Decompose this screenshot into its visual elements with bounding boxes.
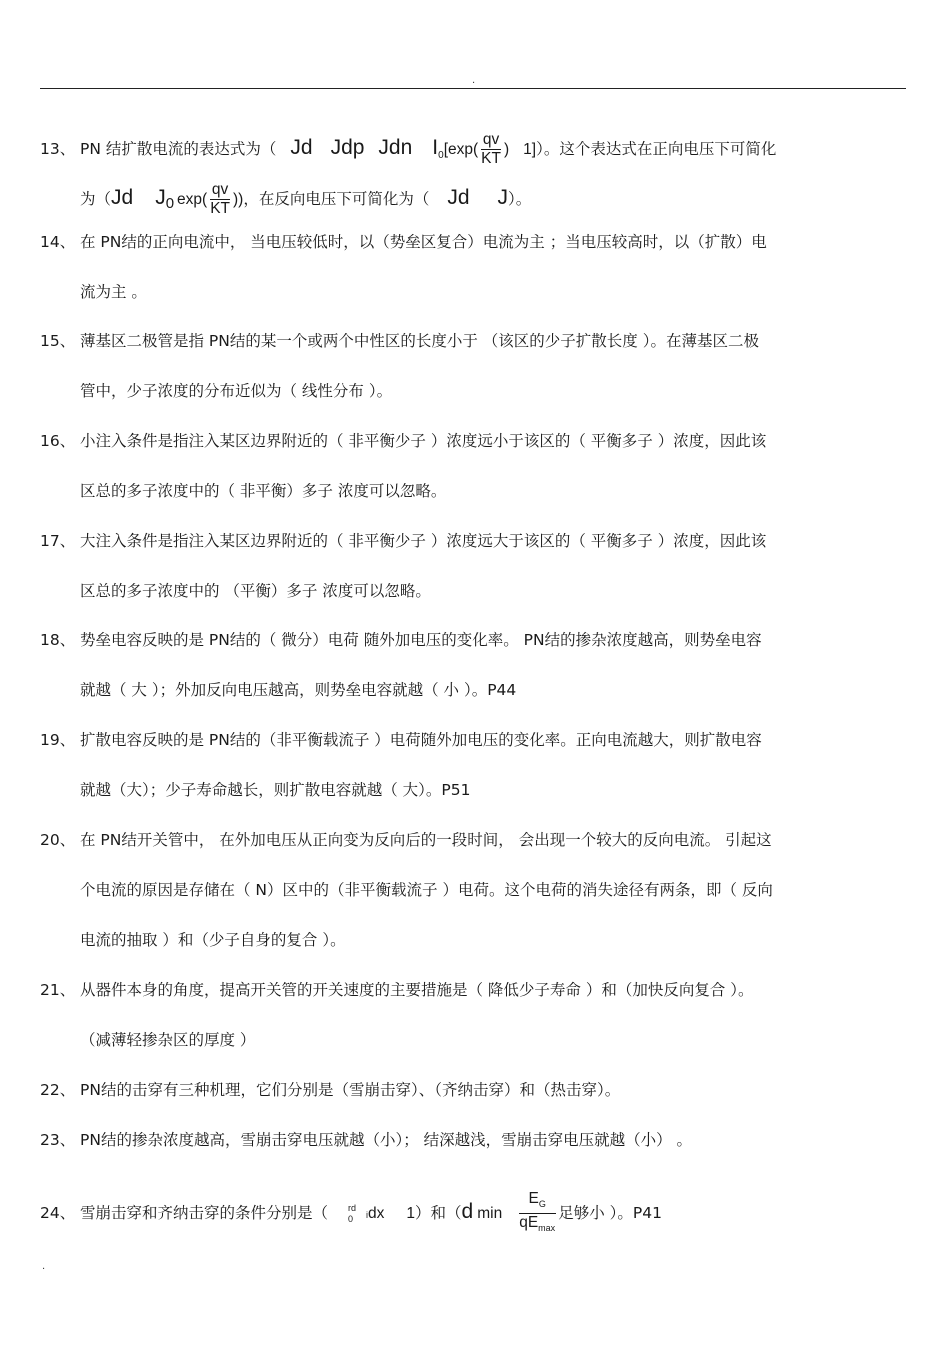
q24-line1 [40,1190,662,1237]
q24-eg: E [528,1190,539,1207]
q13-exp2: exp( [177,191,208,208]
header-dot: . [472,75,476,86]
q13-text-d: ，在反向电压下可简化为（ [243,190,430,208]
q20-number: 20、 [40,831,76,849]
q17-line1 [40,531,766,551]
q17-text-2: 区总的多子浓度中的 （平衡）多子 浓度可以忽略。 [80,582,431,600]
q13-fraction [479,131,503,168]
q13-jdp: Jdp [330,136,365,159]
q13-text-c: 为（ [80,190,112,208]
q13-text-b: ）。这个表达式在正向电压下可简化 [536,140,777,158]
q13-frac2-num: qv [211,181,229,198]
q14-text-1: 在 PN结的正向电流中， 当电压较低时，以（势垒区复合）电流为主 ；当电压较高时，以（扩散）电 [80,233,767,251]
q20-line2 [80,880,773,900]
q19-line1 [40,730,762,750]
q22-text-1: PN结的击穿有三种机理，它们分别是（雪崩击穿）、（齐纳击穿）和（热击穿）。 [80,1081,621,1099]
q19-line2 [80,780,471,800]
q13-frac-num: qv [482,131,500,148]
q21-line2 [80,1030,255,1050]
q13-jd3: Jd [447,186,470,209]
q13-fraction2 [208,181,232,218]
q13-j: J [497,186,509,209]
q24-eg-sub: G [538,1199,546,1210]
q13-text-a: PN 结扩散电流的表达式为（ [80,140,277,158]
q16-text-2: 区总的多子浓度中的（ 非平衡）多子 浓度可以忽略。 [80,482,447,500]
q13-close: ) [503,141,510,158]
q18-text-1: 势垒电容反映的是 PN结的（ 微分）电荷 随外加电压的变化率。 PN结的掺杂浓度越高，则势垒电容 [80,631,762,649]
q19-text-1: 扩散电容反映的是 PN结的（非平衡载流子 ）电荷随外加电压的变化率。正向电流越大，则扩散电容 [80,731,762,749]
q18-number: 18、 [40,631,76,649]
q19-number: 19、 [40,731,76,749]
q16-text-1: 小注入条件是指注入某区边界附近的（ 非平衡少子 ）浓度远小于该区的（ 平衡多子 ）浓度，因此该 [80,432,767,450]
q20-text-1: 在 PN结开关管中， 在外加电压从正向变为反向后的一段时间， 会出现一个较大的反向电流。 引起这 [80,831,772,849]
q13-close2: )) [233,191,244,208]
q13-j0-sub: 0 [165,195,175,213]
q24-text-a: 雪崩击穿和齐纳击穿的条件分别是（ [80,1204,329,1223]
q13-jd2: Jd [111,186,134,209]
q24-dx: dx [368,1205,385,1223]
q13-frac2-den: KT [210,200,231,217]
q23-line1 [40,1130,692,1150]
q13-number: 13、 [40,140,76,158]
q14-line2 [80,282,147,302]
q17-number: 17、 [40,532,76,550]
q13-j0: J [155,186,166,209]
q21-number: 21、 [40,981,76,999]
q14-line1 [40,232,767,252]
q13-jd: Jd [290,136,313,159]
q24-number: 24、 [40,1204,76,1223]
q14-text-2: 流为主 。 [80,283,147,301]
q21-line1 [40,980,754,1000]
q16-line1 [40,431,766,451]
q13-frac-den: KT [481,150,501,167]
q16-number: 16、 [40,432,76,450]
q14-number: 14、 [40,233,76,251]
q23-text-1: PN结的掺杂浓度越高，雪崩击穿电压就越（小）； 结深越浅，雪崩击穿电压就越（小） 。 [80,1131,693,1149]
q22-number: 22、 [40,1081,76,1099]
q17-line2 [80,581,431,601]
q13-exp: [exp( [443,141,479,158]
header-rule [40,88,906,89]
q24-i: i [366,1210,369,1221]
q23-number: 23、 [40,1131,76,1149]
q13-line1 [40,131,776,168]
q20-text-2: 个电流的原因是存储在（ N）区中的（非平衡载流子 ）电荷。这个电荷的消失途径有两条，即（ 反向 [80,881,773,899]
q15-text-2: 管中，少子浓度的分布近似为（ 线性分布 ）。 [80,382,393,400]
q24-frac-num [519,1190,556,1214]
q13-one: 1] [523,141,537,158]
q24-text-one: 1）和（ [406,1205,462,1223]
q24-min: min [477,1205,503,1223]
q24-text-b: 足够小 ）。P41 [558,1204,662,1223]
q19-text-2: 就越（大）；少子寿命越长，则扩散电容就越（ 大）。P51 [80,781,471,799]
q24-max: max [538,1223,556,1234]
q24-integral-limits [348,1203,356,1225]
q24-rd: rd [348,1202,357,1213]
q13-line2 [80,181,531,218]
q20-line3 [80,930,346,950]
q21-text-1: 从器件本身的角度，提高开关管的开关速度的主要措施是（ 降低少子寿命 ）和（加快反向复合 ）。 [80,981,754,999]
q18-text-2: 就越（ 大 ）；外加反向电压越高，则势垒电容就越（ 小 ）。P44 [80,681,517,699]
q22-line1 [40,1080,620,1100]
q24-fraction [517,1190,557,1237]
q17-text-1: 大注入条件是指注入某区边界附近的（ 非平衡少子 ）浓度远大于该区的（ 平衡多子 ）浓度，因此该 [80,532,767,550]
q13-i0: I [432,136,439,159]
q13-i0-sub: 0 [438,150,444,162]
q24-zero: 0 [348,1213,354,1224]
q15-text-1: 薄基区二极管是指 PN结的某一个或两个中性区的长度小于 （该区的少子扩散长度 ）。在薄基区二极 [80,332,759,350]
q18-line2 [80,680,516,700]
q20-line1 [40,830,772,850]
q18-line1 [40,630,762,650]
q24-frac-den [517,1214,557,1237]
q13-text-e: ）。 [508,190,532,208]
q15-number: 15、 [40,332,76,350]
q13-jdn: Jdn [378,136,413,159]
q24-qe: qE [519,1214,539,1232]
q21-text-2: （减薄轻掺杂区的厚度 ） [80,1031,256,1049]
q15-line2 [80,381,392,401]
q20-text-3: 电流的抽取 ）和（少子自身的复合 ）。 [80,931,346,949]
q24-d: d [461,1200,474,1224]
q15-line1 [40,331,759,351]
q16-line2 [80,481,446,501]
footer-dot: . [42,1261,46,1272]
